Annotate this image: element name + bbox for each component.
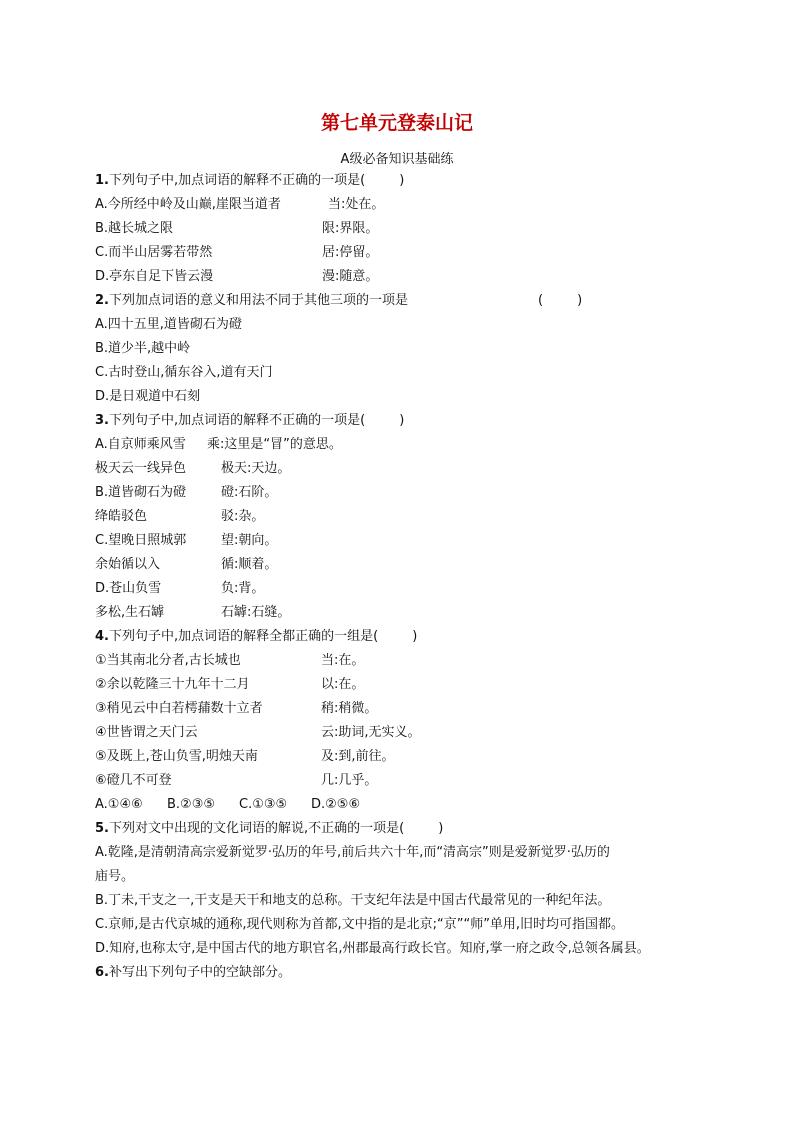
option-explanation: 漫:随意。 (322, 269, 379, 284)
question-number: 1. (95, 173, 109, 188)
choice-b[interactable]: B.②③⑤ (167, 797, 216, 812)
question-text: 补写出下列句子中的空缺部分。 (108, 965, 291, 980)
question-text: 下列句子中,加点词语的解释不正确的一项是( (108, 413, 366, 428)
option-explanation: 居:停留。 (322, 245, 379, 260)
option-row (95, 553, 715, 577)
option-d: D.是日观道中石刻 (95, 389, 201, 404)
option-d: D.知府,也称太守,是中国古代的地方职官名,州郡最高行政长官。知府,掌一府之政令,总领各属县。 (95, 941, 650, 956)
option-b (95, 217, 715, 241)
item-explanation: 当:在。 (321, 653, 365, 668)
question-4-stem (95, 625, 715, 649)
option-sentence: D.苍山负雪 (95, 581, 162, 596)
paren-close: ) (399, 413, 405, 428)
option-explanation: 磴:石阶。 (221, 485, 278, 500)
question-text: 下列对文中出现的文化词语的解说,不正确的一项是( (108, 821, 405, 836)
option-sentence: 极天云一线异色 (95, 461, 187, 476)
item-row (95, 721, 715, 745)
item-row (95, 673, 715, 697)
option-sentence: 绛皓驳色 (95, 509, 148, 524)
option-explanation: 限:界限。 (322, 221, 379, 236)
option-row (95, 577, 715, 601)
option-explanation: 极天:天边。 (221, 461, 291, 476)
option-sentence: A.今所经中岭及山巅,崖限当道者 (95, 197, 281, 212)
option-c (95, 241, 715, 265)
paren-close: ) (412, 629, 418, 644)
question-number: 6. (95, 965, 109, 980)
item-sentence: ⑤及既上,苍山负雪,明烛天南 (95, 749, 258, 764)
option-c: C.京师,是古代京城的通称,现代则称为首都,文中指的是北京;“京”“师”单用,旧时均可指国都。 (95, 917, 625, 932)
option-sentence: C.而半山居雾若带然 (95, 245, 213, 260)
option-sentence: B.越长城之限 (95, 221, 174, 236)
item-explanation: 几:几乎。 (321, 773, 378, 788)
item-row (95, 745, 715, 769)
question-3-stem (95, 409, 715, 433)
choice-c[interactable]: C.①③⑤ (239, 797, 288, 812)
option-sentence: B.道皆砌石为磴 (95, 485, 187, 500)
section-subtitle: A级必备知识基础练 (340, 152, 454, 167)
option-explanation: 负:背。 (221, 581, 265, 596)
option-a: A.乾隆,是清朝清高宗爱新觉罗·弘历的年号,前后共六十年,而“清高宗”则是爱新觉罗·弘历的 (95, 845, 610, 860)
question-text: 下列句子中,加点词语的解释全都正确的一组是( (108, 629, 379, 644)
option-explanation: 当:处在。 (328, 197, 385, 212)
item-sentence: ③稍见云中白若樗蒱数十立者 (95, 701, 263, 716)
item-explanation: 稍:稍微。 (321, 701, 378, 716)
option-b: B.丁未,干支之一,干支是天干和地支的总称。干支纪年法是中国古代最常见的一种纪年法。 (95, 893, 611, 908)
item-explanation: 以:在。 (321, 677, 365, 692)
question-list (95, 169, 715, 985)
item-row (95, 649, 715, 673)
question-number: 2. (95, 293, 109, 308)
item-sentence: ⑥磴几不可登 (95, 773, 172, 788)
option-d (95, 265, 715, 289)
question-1-stem (95, 169, 715, 193)
item-row (95, 697, 715, 721)
option-row (95, 433, 715, 457)
question-number: 3. (95, 413, 109, 428)
option-row (95, 457, 715, 481)
option-row (95, 529, 715, 553)
item-sentence: ①当其南北分者,古长城也 (95, 653, 241, 668)
item-sentence: ②余以乾隆三十九年十二月 (95, 677, 250, 692)
choice-a[interactable]: A.①④⑥ (95, 797, 143, 812)
item-sentence: ④世皆谓之天门云 (95, 725, 198, 740)
option-a: A.四十五里,道皆砌石为磴 (95, 317, 242, 332)
question-5-stem (95, 817, 715, 841)
paren-close: ) (438, 821, 444, 836)
option-explanation: 驳:杂。 (221, 509, 265, 524)
item-row (95, 769, 715, 793)
option-sentence: C.望晚日照城郭 (95, 533, 187, 548)
option-explanation: 石罅:石缝。 (221, 605, 291, 620)
option-b: B.道少半,越中岭 (95, 341, 191, 356)
option-row (95, 481, 715, 505)
page-title: 第七单元登泰山记 (320, 112, 473, 134)
option-sentence: D.亭东自足下皆云漫 (95, 269, 214, 284)
paren-close: ) (399, 173, 405, 188)
item-explanation: 云:助词,无实义。 (321, 725, 421, 740)
question-text: 下列句子中,加点词语的解释不正确的一项是( (108, 173, 366, 188)
option-sentence: 多松,生石罅 (95, 605, 165, 620)
option-a-continued: 庙号。 (95, 869, 135, 884)
option-a (95, 193, 715, 217)
item-explanation: 及:到,前往。 (321, 749, 395, 764)
option-explanation: 望:朝向。 (221, 533, 278, 548)
option-row (95, 505, 715, 529)
answer-paren[interactable]: ( ) (538, 293, 583, 308)
question-text: 下列加点词语的意义和用法不同于其他三项的一项是 (108, 293, 408, 308)
option-sentence: A.自京师乘风雪 (95, 437, 186, 452)
option-explanation: 乘:这里是“冒”的意思。 (207, 437, 342, 452)
option-c: C.古时登山,循东谷入,道有天门 (95, 365, 273, 380)
option-row (95, 601, 715, 625)
question-6-stem (95, 961, 715, 985)
question-number: 4. (95, 629, 109, 644)
option-sentence: 余始循以入 (95, 557, 161, 572)
option-explanation: 循:顺着。 (221, 557, 278, 572)
question-2-stem (95, 289, 715, 313)
choice-d[interactable]: D.②⑤⑥ (311, 797, 361, 812)
question-number: 5. (95, 821, 109, 836)
choice-row (95, 793, 715, 817)
